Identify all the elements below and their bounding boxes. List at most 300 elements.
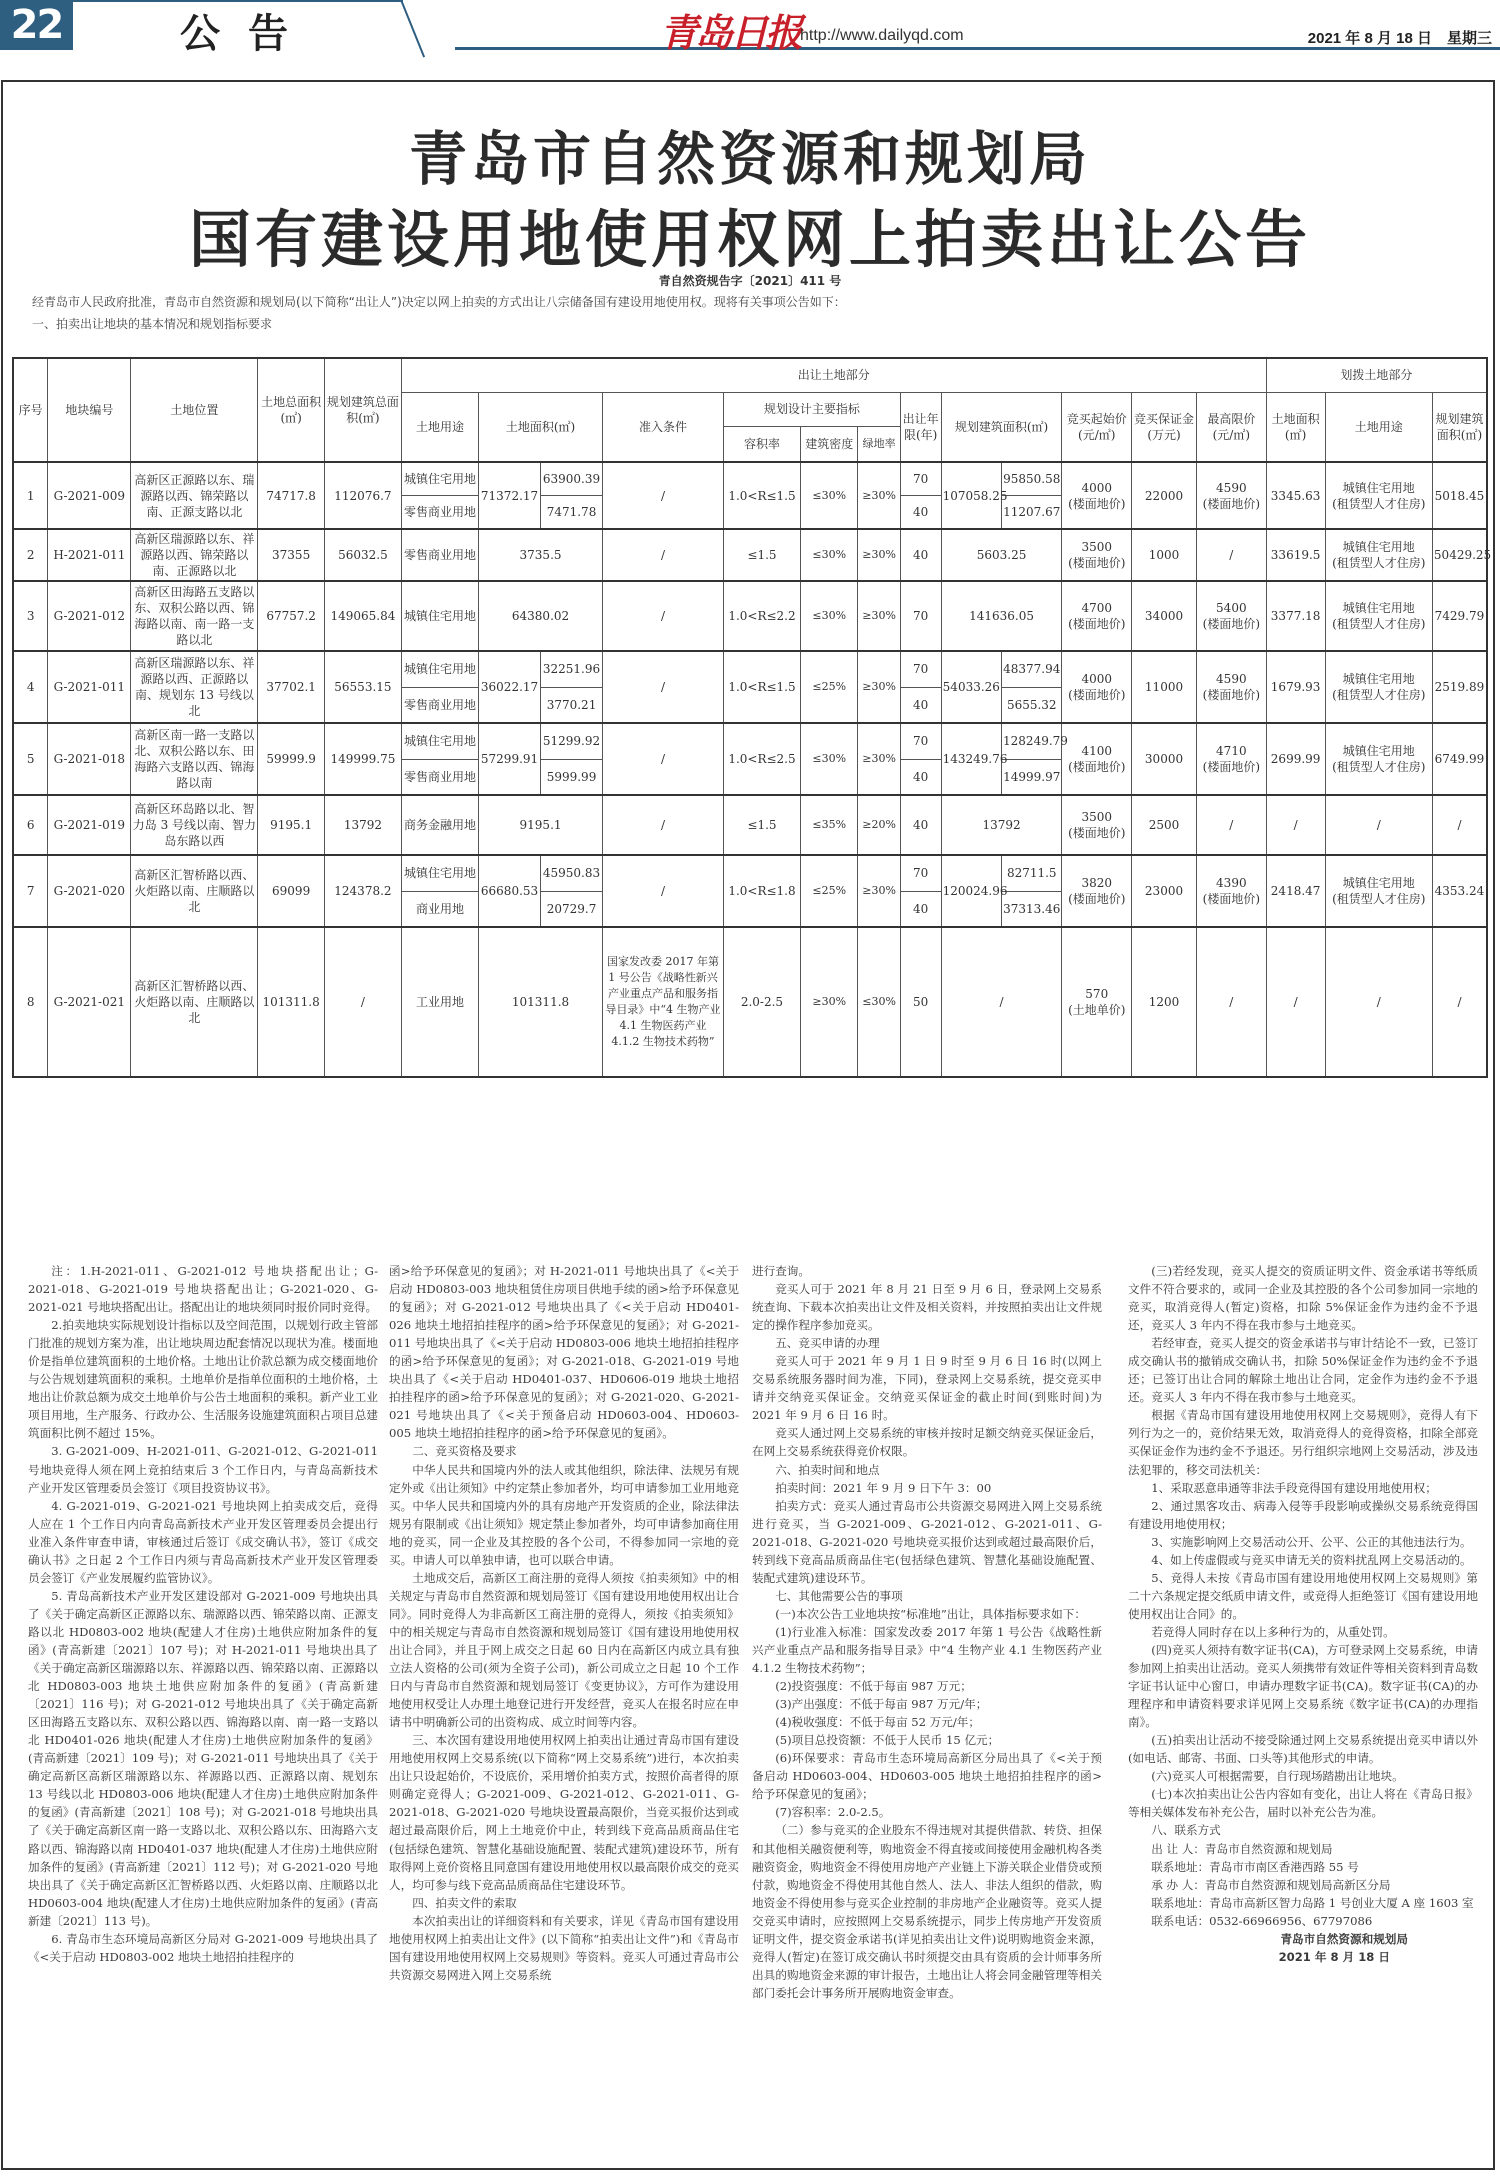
cell-far: 1.0<R≤2.5 xyxy=(723,723,800,795)
cell-floor-area-b: 5655.32 xyxy=(1002,687,1062,723)
table-row xyxy=(13,927,1487,1077)
cell-start-price-note: (楼面地价) xyxy=(1068,760,1126,774)
cell-land-area-a: 45950.83 xyxy=(541,855,603,891)
cell-far: 1.0<R≤1.8 xyxy=(723,855,800,927)
body-paragraph: 1、采取恶意串通等非法手段竞得国有建设用地使用权； xyxy=(1151,1480,1437,1495)
cell-alloc-floor-area: 4353.24 xyxy=(1432,855,1487,927)
cell-parcel-id: G-2021-011 xyxy=(48,651,131,723)
cell-floor-area-b: 11207.67 xyxy=(1002,496,1062,530)
cell-alloc-floor-area: 2519.89 xyxy=(1432,651,1487,723)
header-alloc-area: 土地面积(㎡) xyxy=(1266,392,1325,462)
body-paragraph: 5、竞得人未按《青岛市国有建设用地使用权网上交易规则》第二十六条规定提交纸质申请文件，或竞得人拒绝签订《国有建设用地使用权出让合同》的。 xyxy=(1128,1570,1478,1621)
cell-floor-area-a: 95850.58 xyxy=(1002,462,1062,496)
body-paragraph: 3. G-2021-009、H-2021-011、G-2021-012、G-2021-011 号地块竞得人须在网上竞拍结束后 3 个工作日内，与青岛高新技术产业开发区管理委员会签订《项目投资协议书》。 xyxy=(28,1444,378,1495)
cell-parcel-id: G-2021-020 xyxy=(48,855,131,927)
body-paragraph: 根据《青岛市国有建设用地使用权网上交易规则》，竞得人有下列行为之一的，竞价结果无效，取消竞得人的竞得资格，扣除全部竞买保证金作为违约金不予退还。另行组织宗地网上交易活动，涉及违法犯罪的，移交司法机关： xyxy=(1128,1408,1478,1477)
cell-far: ≤1.5 xyxy=(723,795,800,855)
cell-deposit: 34000 xyxy=(1132,581,1197,651)
cell-access: / xyxy=(603,529,724,581)
cell-deposit: 30000 xyxy=(1132,723,1197,795)
cell-term: 50 xyxy=(900,927,941,1077)
header-far: 容积率 xyxy=(723,426,800,462)
body-paragraph: (7)容积率：2.0-2.5。 xyxy=(775,1805,891,1820)
section-heading-1: 一、拍卖出让地块的基本情况和规划指标要求 xyxy=(32,317,273,331)
website-link[interactable]: http://www.dailyqd.com xyxy=(800,27,964,44)
cell-max-price-value: 4590 xyxy=(1216,672,1247,686)
cell-far: 1.0<R≤1.5 xyxy=(723,651,800,723)
cell-floor-area-b: 14999.97 xyxy=(1002,759,1062,795)
cell-land-area: 36022.17 xyxy=(479,651,541,723)
cell-start-price-value: 4000 xyxy=(1081,480,1113,495)
body-paragraph: (一)本次公告工业地块按“标准地”出让，具体指标要求如下： xyxy=(775,1606,1086,1621)
cell-max-price: / xyxy=(1197,927,1267,1077)
body-paragraph: 联系地址：青岛市高新区智力岛路 1 号创业大厦 A 座 1603 室 xyxy=(1151,1895,1474,1910)
signature-organization: 青岛市自然资源和规划局 xyxy=(1280,1931,1408,1946)
cell-term: 40 xyxy=(900,529,941,581)
cell-floor-area-b: 37313.46 xyxy=(1002,891,1062,927)
cell-land-area: 64380.02 xyxy=(479,581,603,651)
cell-green: ≤30% xyxy=(858,927,900,1077)
cell-alloc-floor-area: / xyxy=(1432,795,1487,855)
notice-title-line1: 青岛市自然资源和规划局 xyxy=(408,125,1091,193)
cell-total-floor-area: 112076.7 xyxy=(324,462,401,529)
cell-access: / xyxy=(603,651,724,723)
cell-location: 高新区瑞源路以东、祥源路以西、正源路以南、规划东 13 号线以北 xyxy=(131,651,258,723)
cell-alloc-area: 2418.47 xyxy=(1266,855,1325,927)
cell-start-price xyxy=(1062,795,1132,855)
cell-seq: 6 xyxy=(13,795,48,855)
cell-term: 40 xyxy=(900,795,941,855)
cell-alloc-use-note: (租赁型人才住房) xyxy=(1332,556,1426,570)
cell-density: ≤35% xyxy=(801,795,858,855)
cell-start-price-value: 4700 xyxy=(1081,601,1113,615)
cell-land-use-a: 城镇住宅用地 xyxy=(401,855,478,891)
header-term: 出让年限(年) xyxy=(900,392,941,462)
cell-max-price-value: 5400 xyxy=(1216,601,1247,615)
cell-alloc-floor-area: / xyxy=(1432,927,1487,1077)
cell-total-area: 69099 xyxy=(258,855,325,927)
body-column-4 xyxy=(1128,1262,1478,1966)
body-paragraph: 2、通过黑客攻击、病毒入侵等手段影响或操纵交易系统竞得国有建设用地使用权； xyxy=(1128,1498,1478,1531)
body-paragraph: 若经审查，竞买人提交的资金承诺书与审计结论不一致，已签订成交确认书的撤销成交确认书，扣除 50%保证金作为违约金不予退还；已签订出让合同的解除土地出让合同，定金作为违约金不予退还。竞买人 3 年内不得在我市参与土地竞买。 xyxy=(1128,1336,1478,1405)
cell-term-b: 40 xyxy=(900,759,941,795)
cell-green: ≥30% xyxy=(858,462,900,529)
section-heading: 四、拍卖文件的索取 xyxy=(412,1895,517,1910)
cell-start-price xyxy=(1062,927,1132,1077)
cell-alloc-area: / xyxy=(1266,927,1325,1077)
cell-term-a: 70 xyxy=(900,723,941,759)
cell-floor-area: 120024.96 xyxy=(941,855,1001,927)
body-paragraph: 若竞得人同时存在以上多种行为的，从重处罚。 xyxy=(1151,1624,1395,1639)
cell-max-price-value: 4590 xyxy=(1216,480,1247,495)
section-heading: 七、其他需要公告的事项 xyxy=(775,1588,903,1603)
header-parcel-id: 地块编号 xyxy=(48,358,131,462)
cell-seq: 3 xyxy=(13,581,48,651)
cell-total-floor-area: 56553.15 xyxy=(324,651,401,723)
cell-total-area: 67757.2 xyxy=(258,581,325,651)
body-paragraph: 拍卖时间：2021 年 9 月 9 日下午 3：00 xyxy=(775,1480,992,1495)
body-paragraph: 土地成交后，高新区工商注册的竞得人须按《拍卖须知》中的相关规定与青岛市自然资源和规划局签订《国有建设用地使用权出让合同》。同时竞得人为非高新区工商注册的竞得人，须按《拍卖须知》中的相关规定与青岛市自然资源和规划局签订《国有建设用地使用权出让合同》，并且于网上成交之日起 60 日内在高新区内成立具有独立法人资格的公司(须为全资子公司)，新公司成立之日起 10 个工作日内与青岛市自然资源和规划局签订《变更协议》，方可作为建设用地使用权受让人办理土地登记进行开发经营，竞买人在报名时应在申请书中明确新公司的出资构成、成立时间等内容。 xyxy=(389,1570,739,1730)
cell-max-price-value: 4390 xyxy=(1216,876,1247,890)
section-heading: 八、联系方式 xyxy=(1151,1823,1221,1838)
cell-land-area-b: 7471.78 xyxy=(541,496,603,530)
cell-max-price-note: (楼面地价) xyxy=(1202,496,1261,511)
cell-parcel-id: G-2021-018 xyxy=(48,723,131,795)
cell-parcel-id: G-2021-019 xyxy=(48,795,131,855)
cell-seq: 5 xyxy=(13,723,48,795)
cell-location: 高新区正源路以东、瑞源路以西、锦荣路以南、正源支路以北 xyxy=(131,462,258,529)
cell-location: 高新区南一路一支路以北、双积公路以东、田海路六支路以西、锦海路以南 xyxy=(131,723,258,795)
body-paragraph: (三)若经发现，竞买人提交的资质证明文件、资金承诺书等纸质文件不符合要求的，或同一企业及其控股的各个公司参加同一宗地的竞买，取消竞得人(暂定)资格，扣除 5%保证金作为违约金不予退还，竞买人 3 年内不得在我市参与土地竞买。 xyxy=(1128,1264,1478,1333)
cell-land-area: 9195.1 xyxy=(479,795,603,855)
body-paragraph: 承 办 人：青岛市自然资源和规划局高新区分局 xyxy=(1151,1877,1391,1892)
cell-term-b: 40 xyxy=(900,891,941,927)
document-number: 青自然资规告字〔2021〕411 号 xyxy=(658,274,842,288)
header-alloc-use: 土地用途 xyxy=(1325,392,1432,462)
header-planning-group: 规划设计主要指标 xyxy=(723,392,900,426)
body-paragraph: 3、实施影响网上交易活动公开、公平、公正的其他违法行为。 xyxy=(1151,1534,1472,1549)
cell-max-price-note: (楼面地价) xyxy=(1202,760,1261,774)
cell-far: ≤1.5 xyxy=(723,529,800,581)
cell-start-price-note: (楼面地价) xyxy=(1068,617,1126,631)
cell-land-area: 101311.8 xyxy=(479,927,603,1077)
cell-start-price xyxy=(1062,855,1132,927)
cell-access: / xyxy=(603,581,724,651)
cell-land-use-b: 零售商业用地 xyxy=(401,496,478,530)
body-paragraph: (4)税收强度：不低于每亩 52 万元/年； xyxy=(775,1715,980,1730)
table-row xyxy=(13,462,1487,496)
cell-alloc-use xyxy=(1325,462,1432,529)
cell-alloc-use xyxy=(1325,723,1432,795)
cell-deposit: 11000 xyxy=(1132,651,1197,723)
cell-start-price xyxy=(1062,529,1132,581)
body-paragraph: 出 让 人：青岛市自然资源和规划局 xyxy=(1151,1841,1333,1856)
cell-start-price-note: (楼面地价) xyxy=(1068,496,1126,511)
cell-alloc-area: 1679.93 xyxy=(1266,651,1325,723)
header-rule-diagonal xyxy=(400,0,425,57)
section-heading: 五、竞买申请的办理 xyxy=(775,1336,880,1351)
cell-green: ≥20% xyxy=(858,795,900,855)
cell-green: ≥30% xyxy=(858,581,900,651)
cell-deposit: 22000 xyxy=(1132,462,1197,529)
cell-term-b: 40 xyxy=(900,687,941,723)
body-paragraph: (3)产出强度：不低于每亩 987 万元/年； xyxy=(775,1697,988,1712)
cell-total-area: 59999.9 xyxy=(258,723,325,795)
cell-start-price-value: 3820 xyxy=(1081,876,1113,890)
cell-total-area: 101311.8 xyxy=(258,927,325,1077)
cell-land-area-b: 5999.99 xyxy=(541,759,603,795)
cell-alloc-use-value: 城镇住宅用地 xyxy=(1342,672,1415,686)
cell-location: 高新区田海路五支路以东、双积公路以西、锦海路以南、南一路一支路以北 xyxy=(131,581,258,651)
cell-density: ≥30% xyxy=(801,927,858,1077)
cell-alloc-use: / xyxy=(1325,795,1432,855)
cell-seq: 4 xyxy=(13,651,48,723)
cell-land-area-a: 51299.92 xyxy=(541,723,603,759)
cell-access: / xyxy=(603,855,724,927)
header-green: 绿地率 xyxy=(858,426,900,462)
cell-density: ≤30% xyxy=(801,581,858,651)
cell-alloc-use-value: 城镇住宅用地 xyxy=(1342,601,1415,615)
cell-alloc-floor-area: 6749.99 xyxy=(1432,723,1487,795)
cell-total-floor-area: 124378.2 xyxy=(324,855,401,927)
cell-start-price-value: 4000 xyxy=(1081,672,1113,686)
cell-far: 1.0<R≤1.5 xyxy=(723,462,800,529)
cell-total-floor-area: 149999.75 xyxy=(324,723,401,795)
cell-max-price-note: (楼面地价) xyxy=(1202,617,1261,631)
body-paragraph: (七)本次拍卖出让公告内容如有变化，出让人将在《青岛日报》等相关媒体发布补充公告，届时以补充公告为准。 xyxy=(1128,1787,1478,1820)
cell-land-use-a: 城镇住宅用地 xyxy=(401,462,478,496)
body-paragraph: 4、如上传虚假或与竞买申请无关的资料扰乱网上交易活动的。 xyxy=(1151,1552,1472,1567)
cell-start-price xyxy=(1062,581,1132,651)
section-heading: 二、竞买资格及要求 xyxy=(412,1444,517,1459)
body-paragraph: 三、本次国有建设用地使用权网上拍卖出让通过青岛市国有建设用地使用权网上交易系统(以下简称“网上交易系统”)进行，本次拍卖出让只设起始价，不设底价，采用增价拍卖方式，按照价高者得的原则确定竞得人；G-2021-009、G-2021-012、G-2021-011、G-2021-018、G-2021-020 号地块设置最高限价，当竞买报价达到或超过最高限价后，网上土地竞价中止，转到线下竞高品质商品住宅(包括绿色建筑、智慧化基础设施配置、装配式建筑)建设环节，所有取得网上竞价资格且同意国有建设用地使用权以最高限价成交的竞买人，均可参与线下竞高品质商品住宅建设环节。 xyxy=(389,1733,739,1892)
cell-access: / xyxy=(603,795,724,855)
body-column-2 xyxy=(389,1262,739,1984)
cell-start-price xyxy=(1062,462,1132,529)
body-paragraph: 4. G-2021-019、G-2021-021 号地块网上拍卖成交后，竞得人应在 1 个工作日内向青岛高新技术产业开发区管理委员会提出行业准入条件审查申请，审核通过后签订《成交确认书》，签订《成交确认书》之日起 2 个工作日内须与青岛高新技术产业开发区管理委员会签订《产业发展履约监管协议》。 xyxy=(28,1498,378,1585)
newspaper-logo: 青岛日报 xyxy=(660,10,801,55)
cell-start-price-note: (楼面地价) xyxy=(1068,556,1126,570)
cell-alloc-floor-area: 7429.79 xyxy=(1432,581,1487,651)
cell-seq: 7 xyxy=(13,855,48,927)
cell-floor-area: 141636.05 xyxy=(941,581,1062,651)
cell-total-floor-area: 13792 xyxy=(324,795,401,855)
cell-density: ≤30% xyxy=(801,529,858,581)
cell-max-price xyxy=(1197,581,1267,651)
cell-alloc-area: 3377.18 xyxy=(1266,581,1325,651)
cell-access: / xyxy=(603,723,724,795)
intro-paragraph: 经青岛市人民政府批准，青岛市自然资源和规划局(以下简称“出让人”)决定以网上拍卖的方式出让八宗储备国有建设用地使用权。现将有关事项公告如下： xyxy=(32,295,846,309)
cell-land-use-b: 零售商业用地 xyxy=(401,759,478,795)
header-access: 准入条件 xyxy=(603,392,724,462)
header-seq: 序号 xyxy=(13,358,48,462)
cell-seq: 8 xyxy=(13,927,48,1077)
cell-land-use-a: 城镇住宅用地 xyxy=(401,651,478,687)
cell-green: ≥30% xyxy=(858,529,900,581)
cell-start-price-note: (楼面地价) xyxy=(1068,688,1126,702)
cell-deposit: 23000 xyxy=(1132,855,1197,927)
cell-land-area-a: 63900.39 xyxy=(541,462,603,496)
cell-floor-area-a: 82711.5 xyxy=(1002,855,1062,891)
header-land-use: 土地用途 xyxy=(401,392,478,462)
cell-alloc-use-note: (租赁型人才住房) xyxy=(1332,617,1426,631)
cell-alloc-use-value: 城镇住宅用地 xyxy=(1342,480,1415,495)
cell-alloc-use xyxy=(1325,529,1432,581)
cell-start-price-value: 570 xyxy=(1085,987,1109,1001)
cell-max-price-note: (楼面地价) xyxy=(1202,688,1261,702)
cell-start-price xyxy=(1062,651,1132,723)
header-density: 建筑密度 xyxy=(801,426,858,462)
cell-term-b: 40 xyxy=(900,496,941,530)
cell-term-a: 70 xyxy=(900,462,941,496)
cell-alloc-use xyxy=(1325,855,1432,927)
cell-land-use: 商务金融用地 xyxy=(401,795,478,855)
cell-alloc-use-note: (租赁型人才住房) xyxy=(1332,892,1426,906)
header-total-area: 土地总面积(㎡) xyxy=(258,358,325,462)
body-paragraph: 本次拍卖出让的详细资料和有关要求，详见《青岛市国有建设用地使用权网上拍卖出让文件》(以下简称“拍卖出让文件”)和《青岛市国有建设用地使用权网上交易规则》等资料。竞买人可通过青岛市公共资源交易网进入网上交易系统 xyxy=(389,1913,739,1982)
cell-max-price xyxy=(1197,462,1267,529)
cell-total-area: 37355 xyxy=(258,529,325,581)
cell-seq: 1 xyxy=(13,462,48,529)
cell-far: 2.0-2.5 xyxy=(723,927,800,1077)
cell-land-area-a: 32251.96 xyxy=(541,651,603,687)
cell-alloc-use-note: (租赁型人才住房) xyxy=(1332,496,1426,511)
cell-total-area: 74717.8 xyxy=(258,462,325,529)
cell-land-use: 城镇住宅用地 xyxy=(401,581,478,651)
body-paragraph: 竞买人通过网上交易系统的审核并按时足额交纳竞买保证金后，在网上交易系统获得竞价权限。 xyxy=(752,1426,1102,1459)
cell-parcel-id: G-2021-021 xyxy=(48,927,131,1077)
cell-alloc-area: / xyxy=(1266,795,1325,855)
cell-parcel-id: G-2021-009 xyxy=(48,462,131,529)
cell-location: 高新区汇智桥路以西、火炬路以南、庄顺路以北 xyxy=(131,855,258,927)
cell-alloc-use-note: (租赁型人才住房) xyxy=(1332,688,1426,702)
cell-density: ≤25% xyxy=(801,651,858,723)
cell-alloc-use-note: (租赁型人才住房) xyxy=(1332,760,1426,774)
cell-land-area-b: 3770.21 xyxy=(541,687,603,723)
cell-deposit: 1000 xyxy=(1132,529,1197,581)
cell-alloc-use-value: 城镇住宅用地 xyxy=(1342,876,1415,890)
cell-floor-area: 13792 xyxy=(941,795,1062,855)
cell-land-area: 71372.17 xyxy=(479,462,541,529)
body-paragraph: 竞买人可于 2021 年 8 月 21 日至 9 月 6 日，登录网上交易系统查询、下载本次拍卖出让文件及相关资料，并按照拍卖出让文件规定的操作程序参加竞买。 xyxy=(752,1282,1102,1333)
cell-density: ≤30% xyxy=(801,462,858,529)
cell-land-area: 57299.91 xyxy=(479,723,541,795)
cell-alloc-floor-area: 5018.45 xyxy=(1432,462,1487,529)
cell-alloc-floor-area: 50429.25 xyxy=(1432,529,1487,581)
body-paragraph: (五)拍卖出让活动不接受除通过网上交易系统提出竞买申请以外(如电话、邮寄、书面、口头等)其他形式的申请。 xyxy=(1128,1733,1478,1766)
cell-total-area: 9195.1 xyxy=(258,795,325,855)
table-row xyxy=(13,529,1487,581)
cell-start-price xyxy=(1062,723,1132,795)
cell-land-use: 工业用地 xyxy=(401,927,478,1077)
header-allocated-group: 划拨土地部分 xyxy=(1266,358,1487,392)
cell-land-area-b: 20729.7 xyxy=(541,891,603,927)
cell-max-price-note: (楼面地价) xyxy=(1202,892,1261,906)
cell-term-a: 70 xyxy=(900,651,941,687)
header-location: 土地位置 xyxy=(131,358,258,462)
signature-date: 2021 年 8 月 18 日 xyxy=(1278,1949,1390,1964)
cell-alloc-area: 33619.5 xyxy=(1266,529,1325,581)
cell-floor-area-a: 128249.79 xyxy=(1002,723,1062,759)
cell-deposit: 1200 xyxy=(1132,927,1197,1077)
body-paragraph: 竞买人可于 2021 年 9 月 1 日 9 时至 9 月 6 日 16 时(以网上交易系统服务器时间为准，下同)，登录网上交易系统，提交竞买申请并交纳竞买保证金。交纳竞买保证金的截止时间(到账时间)为 2021 年 9 月 6 日 16 时。 xyxy=(752,1354,1102,1423)
table-row xyxy=(13,855,1487,891)
cell-alloc-use-value: 城镇住宅用地 xyxy=(1342,744,1415,758)
body-paragraph: (6)环保要求：青岛市生态环境局高新区分局出具了《<关于预备启动 HD0603-004、HD0603-005 地块土地招拍挂程序的函>给予环保意见的复函》； xyxy=(752,1751,1102,1802)
table-row xyxy=(13,651,1487,687)
cell-start-price-note: (楼面地价) xyxy=(1068,892,1126,906)
table-row xyxy=(13,795,1487,855)
cell-green: ≥30% xyxy=(858,651,900,723)
cell-floor-area: 54033.26 xyxy=(941,651,1001,723)
header-total-floor-area: 规划建筑总面积(㎡) xyxy=(324,358,401,462)
cell-location: 高新区汇智桥路以西、火炬路以南、庄顺路以北 xyxy=(131,927,258,1077)
cell-floor-area: 143249.76 xyxy=(941,723,1001,795)
body-column-3 xyxy=(752,1262,1102,2002)
cell-density: ≤25% xyxy=(801,855,858,927)
cell-land-use-b: 商业用地 xyxy=(401,891,478,927)
body-paragraph: 5. 青岛高新技术产业开发区建设部对 G-2021-009 号地块出具了《关于确定高新区正源路以东、瑞源路以西、锦荣路以南、正源支路以北 HD0803-002 地块(配建人才住房)土地供应附加条件的复函》(青高新建〔2021〕107 号)；对 H-2021-011 号地块出具了《关于确定高新区瑞源路以东、祥源路以西、锦荣路以南、正源路以北 HD0803-003 地块土地供应附加条件的复函》(青高新建〔2021〕116 号)；对 G-2021-012 号地块出具了《关于确定高新区田海路五支路以东、双积公路以西、锦海路以南、南一路一支路以北 HD0401-026 地块(配建人才住房)土地供应附加条件的复函》(青高新建〔2021〕109 号)；对 G-2021-011 号地块出具了《关于确定高新区高新区瑞源路以东、祥源路以西、正源路以南、规划东 13 号线以北 HD0803-006 地块(配建人才住房)土地供应附加条件的复函》(青高新建〔2021〕108 号)；对 G-2021-018 号地块出具了《关于确定高新区南一路一支路以北、双积公路以东、田海路六支路以西、锦海路以南 HD0401-037 地块(配建人才住房)土地供应附加条件的复函》(青高新建〔2021〕112 号)；对 G-2021-020 号地块出具了《关于确定高新区汇智桥路以西、火炬路以南、庄顺路以北 HD0603-004 地块(配建人才住房)土地供应附加条件的复函》(青高新建〔2021〕113 号)。 xyxy=(28,1588,378,1928)
cell-alloc-area: 3345.63 xyxy=(1266,462,1325,529)
cell-total-floor-area: / xyxy=(324,927,401,1077)
cell-access: 国家发改委 2017 年第 1 号公告《战略性新兴产业重点产品和服务指导目录》中“4 生物产业 4.1 生物医药产业 4.1.2 生物技术药物” xyxy=(603,927,724,1077)
header-transfer-group: 出让土地部分 xyxy=(401,358,1266,392)
header-alloc-floor-area: 规划建筑面积(㎡) xyxy=(1432,392,1487,462)
cell-max-price xyxy=(1197,723,1267,795)
cell-green: ≥30% xyxy=(858,855,900,927)
cell-alloc-area: 2699.99 xyxy=(1266,723,1325,795)
body-paragraph: (六)竞买人可根据需要，自行现场踏勘出让地块。 xyxy=(1151,1769,1404,1784)
table-row xyxy=(13,581,1487,651)
cell-deposit: 2500 xyxy=(1132,795,1197,855)
cell-location: 高新区环岛路以北、智力岛 3 号线以南、智力岛东路以西 xyxy=(131,795,258,855)
cell-alloc-use xyxy=(1325,581,1432,651)
cell-term: 70 xyxy=(900,581,941,651)
cell-land-area: 66680.53 xyxy=(479,855,541,927)
cell-land-use-b: 零售商业用地 xyxy=(401,687,478,723)
body-paragraph: (2)投资强度：不低于每亩 987 万元； xyxy=(775,1679,972,1694)
cell-access: / xyxy=(603,462,724,529)
cell-land-area: 3735.5 xyxy=(479,529,603,581)
cell-term-a: 70 xyxy=(900,855,941,891)
page-number: 22 xyxy=(0,0,73,50)
header-max-price: 最高限价(元/㎡) xyxy=(1197,392,1267,462)
header-land-area: 土地面积(㎡) xyxy=(479,392,603,462)
body-paragraph: 注：1.H-2021-011、G-2021-012 号地块搭配出让；G-2021-018、G-2021-019 号地块搭配出让；G-2021-020、G-2021-021 号地块搭配出让。搭配出让的地块须同时报价同时竞得。 xyxy=(28,1264,378,1315)
header-floor-area: 规划建筑面积(㎡) xyxy=(941,392,1062,462)
issue-date: 2021 年 8 月 18 日 星期三 xyxy=(1307,30,1492,47)
table-row xyxy=(13,723,1487,759)
cell-alloc-use xyxy=(1325,651,1432,723)
body-paragraph: 中华人民共和国境内外的法人或其他组织，除法律、法规另有规定外或《出让须知》中约定禁止参加者外，均可申请参加工业用地竞买。中华人民共和国境内外的具有房地产开发资质的企业，除法律法规另有限制或《出让须知》规定禁止参加者外，均可申请参加商住用地的竞买，同一企业及其控股的各个公司，不得参加同一宗地的竞买。申请人可以单独申请，也可以联合申请。 xyxy=(389,1462,739,1567)
cell-total-floor-area: 149065.84 xyxy=(324,581,401,651)
section-title: 公告 xyxy=(180,10,316,57)
cell-land-use: 零售商业用地 xyxy=(401,529,478,581)
cell-max-price xyxy=(1197,651,1267,723)
body-paragraph: (1)行业准入标准：国家发改委 2017 年第 1 号公告《战略性新兴产业重点产品和服务指导目录》中“4 生物产业 4.1 生物医药产业 4.1.2 生物技术药物”； xyxy=(752,1624,1102,1676)
cell-density: ≤30% xyxy=(801,723,858,795)
cell-total-area: 37702.1 xyxy=(258,651,325,723)
body-paragraph: (5)项目总投资额：不低于人民币 15 亿元； xyxy=(775,1733,1000,1748)
cell-floor-area: 5603.25 xyxy=(941,529,1062,581)
body-paragraph: 联系电话：0532-66966956、67797086 xyxy=(1151,1913,1373,1928)
notice-title-line2: 国有建设用地使用权网上拍卖出让公告 xyxy=(188,203,1311,276)
cell-start-price-value: 3500 xyxy=(1081,540,1113,554)
cell-total-floor-area: 56032.5 xyxy=(324,529,401,581)
body-column-1 xyxy=(28,1262,378,1966)
cell-land-use-a: 城镇住宅用地 xyxy=(401,723,478,759)
cell-max-price: / xyxy=(1197,795,1267,855)
header-deposit: 竞买保证金(万元) xyxy=(1132,392,1197,462)
body-paragraph: 拍卖方式：竞买人通过青岛市公共资源交易网进入网上交易系统进行竞买，当 G-2021-009、G-2021-012、G-2021-011、G-2021-018、G-2021-020 号地块竞买报价达到或超过最高限价后，转到线下竞高品质商品住宅(包括绿色建筑、智慧化基础设施配置、装配式建筑)建设环节。 xyxy=(752,1498,1102,1585)
cell-green: ≥30% xyxy=(858,723,900,795)
section-heading: 六、拍卖时间和地点 xyxy=(775,1462,880,1477)
header-start-price: 竞买起始价(元/㎡) xyxy=(1062,392,1132,462)
cell-parcel-id: G-2021-012 xyxy=(48,581,131,651)
cell-max-price: / xyxy=(1197,529,1267,581)
cell-alloc-use-value: 城镇住宅用地 xyxy=(1342,540,1415,554)
land-parcel-table xyxy=(12,357,1492,1078)
cell-start-price-note: (楼面地价) xyxy=(1068,826,1126,840)
cell-start-price-note: (土地单价) xyxy=(1068,1003,1126,1017)
cell-max-price xyxy=(1197,855,1267,927)
body-paragraph: 6. 青岛市生态环境局高新区分局对 G-2021-009 号地块出具了《<关于启动 HD0803-002 地块土地招拍挂程序的 xyxy=(28,1931,378,1964)
cell-location: 高新区瑞源路以东、祥源路以西、锦荣路以南、正源路以北 xyxy=(131,529,258,581)
cell-far: 1.0<R≤2.2 xyxy=(723,581,800,651)
cell-floor-area: / xyxy=(941,927,1062,1077)
body-paragraph: (四)竞买人须持有数字证书(CA)，方可登录网上交易系统，申请参加网上拍卖出让活动。竞买人须携带有效证件等相关资料到青岛数字证书认证中心窗口，申请办理数字证书(CA)。数字证书(CA)的办理程序和申请资料要求详见网上交易系统《数字证书(CA)的办理指南》。 xyxy=(1128,1642,1478,1730)
cell-floor-area-a: 48377.94 xyxy=(1002,651,1062,687)
